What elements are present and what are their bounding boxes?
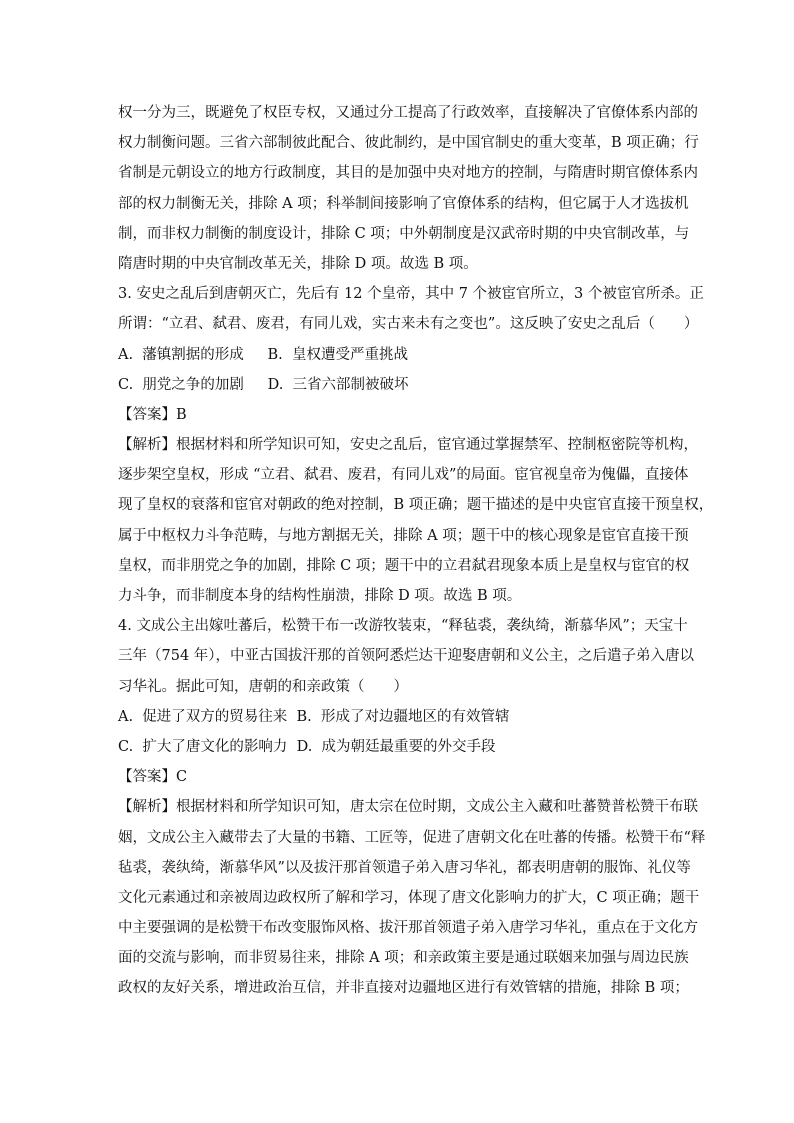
analysis-first-line: [118, 792, 698, 822]
analysis-line: 现了皇权的衰落和宦官对朝政的绝对控制，B 项正确；题干描述的是中央宦官直接干预皇权，: [118, 497, 714, 514]
analysis-text: 根据材料和所学知识可知，安史之乱后，宦官通过掌握禁军、控制枢密院等机构，: [176, 437, 698, 454]
question-stem-line: 4. 文成公主出嫁吐蕃后，松赞干布一改游牧装束，“释毡裘，袭纨绮，渐慕华风”；天宝十: [118, 618, 688, 635]
text-line: 制，而非权力制衡的制度设计，排除 C 项；中外朝制度是汉武帝时期的中央官制改革，与: [118, 225, 690, 242]
question-4: [118, 611, 706, 1003]
question-3: [118, 279, 714, 611]
question-stem-line: 习华礼。据此可知，唐朝的和亲政策（ ）: [118, 678, 408, 695]
analysis-text: 根据材料和所学知识可知，唐太宗在位时期，文成公主入藏和吐蕃赞普松赞干布联: [176, 799, 698, 816]
analysis-line: 力斗争，而非制度本身的结构性崩溃，排除 D 项。故选 B 项。: [118, 588, 522, 604]
document-page: [118, 98, 714, 1004]
question-stem-line: 所谓：“立君、弑君、废君，有同儿戏，实古来未有之变也”。这反映了安史之乱后（ ）: [118, 316, 699, 333]
analysis-label: 【解析】: [118, 437, 176, 454]
answer-value: B: [176, 406, 187, 423]
text-line: 省制是元朝设立的地方行政制度，其目的是加强中央对地方的控制，与隋唐时期官僚体系内: [118, 165, 698, 182]
question-stem-line: 三年（754 年），中亚古国拔汗那的首领阿悉烂达干迎娶唐朝和义公主，之后遣子弟入唐以: [118, 648, 695, 665]
analysis-line: 文化元素通过和亲被周边政权所了解和学习，体现了唐文化影响力的扩大，C 项正确；题干: [118, 889, 700, 906]
answer-value: C: [176, 769, 188, 786]
analysis-first-line: [118, 430, 698, 460]
answer-label: 【答案】: [118, 769, 176, 786]
analysis-line: 姻，文成公主入藏带去了大量的书籍、工匠等，促进了唐朝文化在吐蕃的传播。松赞干布“释: [118, 829, 706, 846]
analysis-line: 毡裘，袭纨绮，渐慕华风”以及拔汗那首领遣子弟入唐习华礼，都表明唐朝的服饰、礼仪等: [118, 859, 691, 876]
question-stem-line: 3. 安史之乱后到唐朝灭亡，先后有 12 个皇帝，其中 7 个被宦官所立，3 个被宦官所杀。正: [118, 286, 704, 303]
analysis-line: 逐步架空皇权，形成 “立君、弑君、废君，有同儿戏”的局面。宦官视皇帝为傀儡，直接体: [118, 467, 689, 484]
q2-analysis-continuation: [118, 98, 699, 279]
analysis-line: 政权的友好关系，增进政治互信，并非直接对边疆地区进行有效管辖的措施，排除 B 项；: [118, 980, 689, 997]
text-line: 权力制衡问题。三省六部制彼此配合、彼此制约，是中国官制史的重大变革，B 项正确；行: [118, 135, 699, 152]
text-line: 部的权力制衡无关，排除 A 项；科举制间接影响了官僚体系的结构，但它属于人才选拔机: [118, 195, 689, 212]
analysis-line: 中主要强调的是松赞干布改变服饰风格、拔汗那首领遣子弟入唐学习华礼，重点在于文化方: [118, 920, 698, 937]
text-line: 隋唐时期的中央官制改革无关，排除 D 项。故选 B 项。: [118, 255, 478, 272]
analysis-line: 皇权，而非朋党之争的加剧，排除 C 项；题干中的立君弑君现象本质上是皇权与宦官的权: [118, 557, 690, 574]
options-row-cd: C. 扩大了唐文化的影响力 D. 成为朝廷最重要的外交手段: [118, 738, 496, 755]
options-row-ab: A. 藩镇割据的形成 B. 皇权遭受严重挑战: [118, 346, 408, 363]
analysis-line: 属于中枢权力斗争范畴，与地方割据无关，排除 A 项；题干中的核心现象是宦官直接干预: [118, 527, 689, 544]
answer-label: 【答案】: [118, 406, 176, 423]
answer-row: [118, 400, 684, 430]
answer-row: [118, 762, 684, 792]
options-row-ab: A. 促进了双方的贸易往来 B. 形成了对边疆地区的有效管辖: [118, 708, 510, 725]
options-row-cd: C. 朋党之争的加剧 D. 三省六部制被破坏: [118, 376, 409, 393]
text-line: 权一分为三，既避免了权臣专权，又通过分工提高了行政效率，直接解决了官僚体系内部的: [118, 105, 698, 121]
analysis-label: 【解析】: [118, 799, 176, 816]
analysis-line: 面的交流与影响，而非贸易往来，排除 A 项；和亲政策主要是通过联姻来加强与周边民族: [118, 950, 689, 967]
